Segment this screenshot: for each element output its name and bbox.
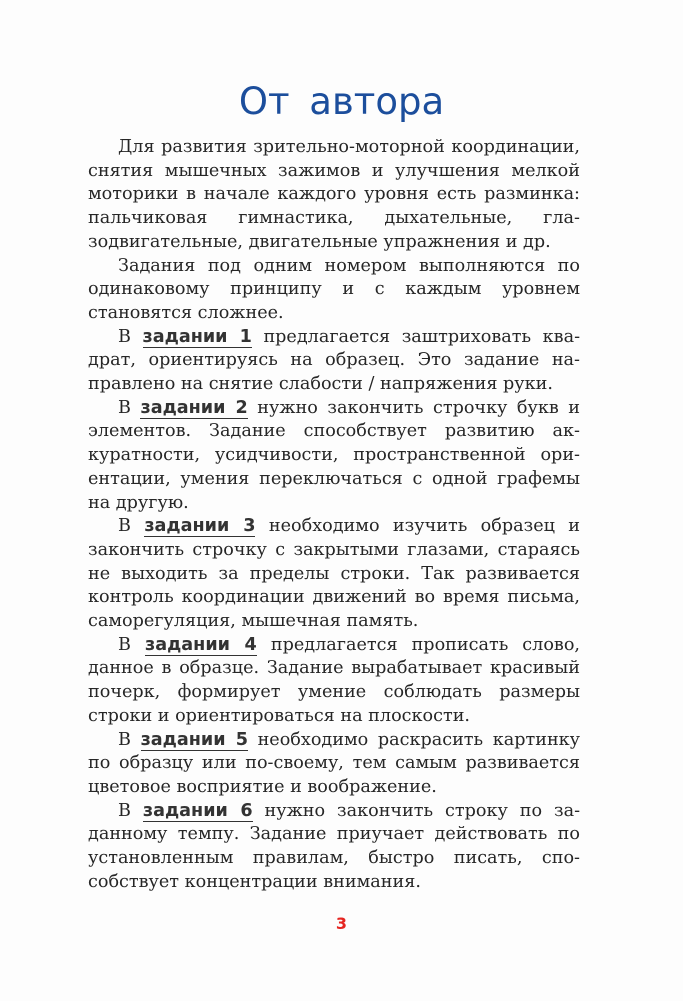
paragraph-task-5 — [88, 729, 580, 800]
page-number: 3 — [335, 914, 348, 933]
paragraph-text: нужно закончить строку по заданному темпу. Задание приучает действовать по установленным правилам, быстро писать, способствует концентрации внимания. — [88, 800, 581, 892]
paragraph-lead: В — [118, 729, 131, 750]
paragraph-lead: В — [118, 397, 131, 418]
body-text — [88, 136, 580, 895]
paragraph-task-3 — [88, 515, 580, 634]
paragraph-lead: В — [118, 800, 131, 821]
paragraph-text: необходимо раскрасить картинку по образцу или по-своему, тем самым развивается цветовое восприятие и воображение. — [88, 729, 581, 797]
paragraph-text: предлагается прописать слово, данное в образце. Задание вырабатывает красивый почерк, формирует умение соблюдать размеры строки и ориентироваться на плоскости. — [88, 634, 581, 726]
task-reference: задании 5 — [140, 729, 248, 750]
paragraph-task-1 — [88, 326, 580, 397]
paragraph-lead: В — [118, 634, 131, 655]
paragraph-text: предлагается заштриховать квадрат, ориентируясь на образец. Это задание направлено на снятие слабости / напряжения руки. — [88, 326, 581, 395]
paragraph-text: Для развития зрительно-моторной координации, снятия мышечных зажимов и улучшения мелкой моторики в начале каждого уровня есть разминка: пальчиковая гимнастика, дыхательные, глазодвигательные, двигательные упражнения и др. — [88, 137, 580, 252]
paragraph-text: нужно закончить строчку букв и элементов. Задание способствует развитию аккуратности, усидчивости, пространственной ориентации, умения переключаться с одной графемы на другую. — [88, 397, 581, 513]
paragraph-task-4 — [88, 634, 580, 729]
paragraph-task-2 — [88, 397, 580, 516]
paragraph-lead: В — [118, 326, 131, 347]
task-reference: задании 4 — [144, 634, 257, 655]
paragraph-text: необходимо изучить образец и закончить строчку с закрытыми глазами, стараясь не выходить за пределы строки. Так развивается контроль координации движений во время письма, саморегуляция, мышечная память. — [88, 516, 581, 632]
paragraph-text: Задания под одним номером выполняются по одинаковому принципу и с каждым уровнем становятся сложнее. — [88, 255, 580, 323]
page-title: От автора — [238, 80, 445, 123]
task-reference: задании 6 — [142, 800, 253, 821]
paragraph-principle — [88, 255, 580, 326]
paragraph-lead: В — [118, 516, 131, 537]
task-reference: задании 2 — [140, 397, 248, 418]
paragraph-intro — [88, 136, 580, 255]
task-reference: задании 3 — [144, 516, 256, 537]
paragraph-task-6 — [88, 800, 580, 895]
task-reference: задании 1 — [142, 326, 252, 347]
